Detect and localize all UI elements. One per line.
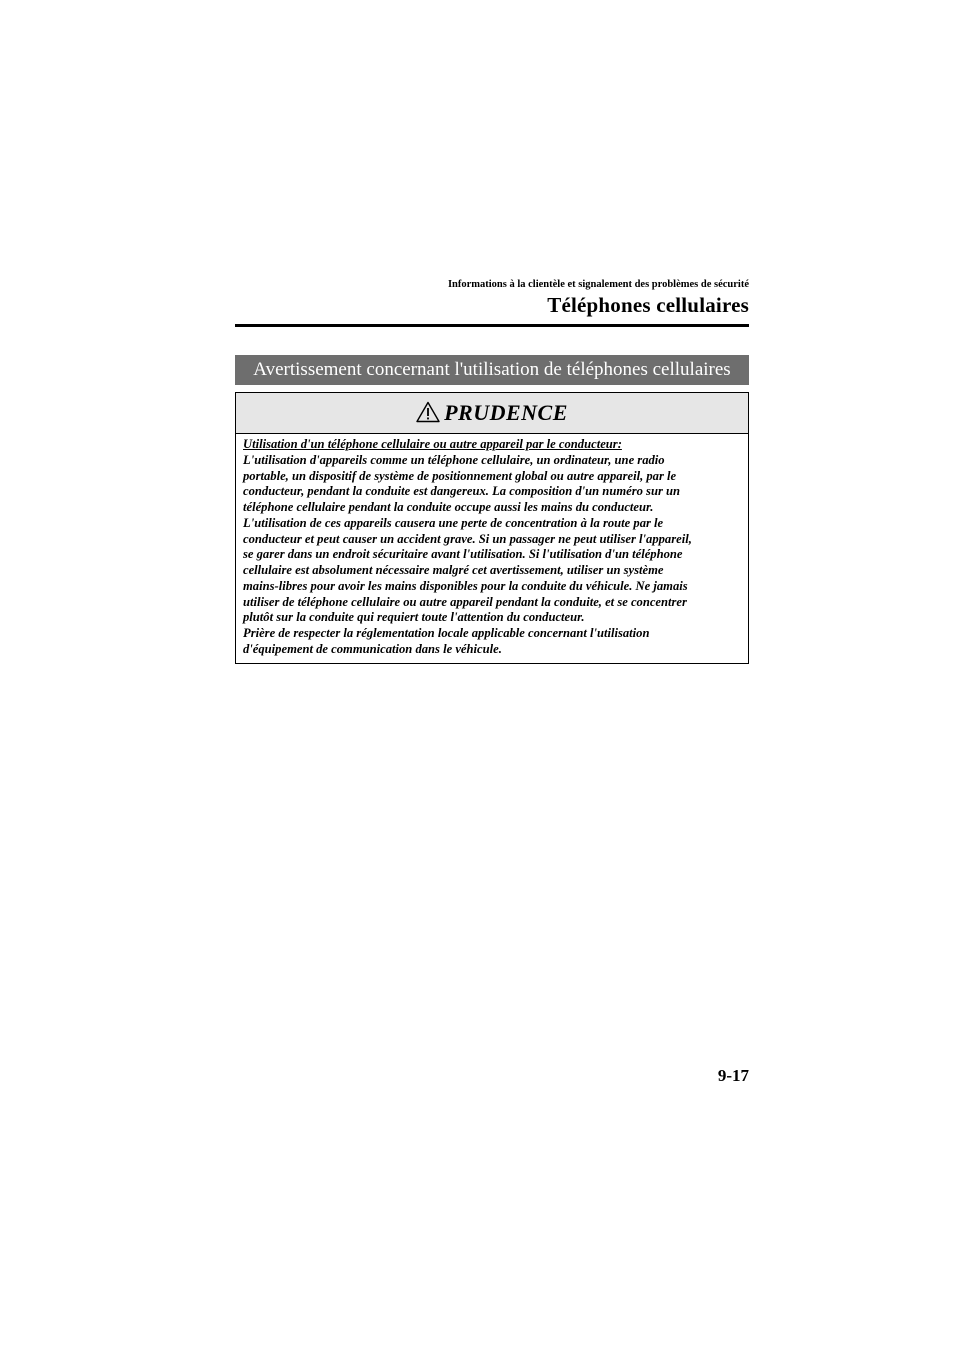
caution-line: conducteur et peut causer un accident grave. Si un passager ne peut utiliser l'appareil, (243, 531, 692, 546)
caution-line: portable, un dispositif de système de positionnement global ou autre appareil, par le (243, 468, 677, 483)
caution-line: L'utilisation de ces appareils causera une perte de concentration à la route par le (243, 515, 664, 530)
caution-line: se garer dans un endroit sécuritaire avant l'utilisation. Si l'utilisation d'un téléphone (243, 547, 683, 562)
warning-triangle-icon (416, 401, 440, 423)
caution-body (236, 434, 748, 658)
caution-label: PRUDENCE (444, 400, 568, 425)
caution-heading: Utilisation d'un téléphone cellulaire ou autre appareil par le conducteur: (243, 437, 622, 451)
caution-line: cellulaire est absolument nécessaire malgré cet avertissement, utiliser un système (243, 563, 664, 577)
caution-line: utiliser de téléphone cellulaire ou autre appareil pendant la conduite, et se concentrer (243, 594, 687, 609)
section-heading: Avertissement concernant l'utilisation de téléphones cellulaires (235, 355, 749, 385)
caution-box (235, 392, 749, 664)
caution-line: Prière de respecter la réglementation locale applicable concernant l'utilisation (243, 626, 650, 640)
caution-line: d'équipement de communication dans le véhicule. (243, 641, 502, 656)
caution-line: L'utilisation d'appareils comme un téléphone cellulaire, un ordinateur, une radio (243, 452, 665, 467)
caution-line: conducteur, pendant la conduite est dangereux. La composition d'un numéro sur un (243, 484, 681, 499)
page-number: 9-17 (717, 1066, 749, 1085)
caution-header (236, 393, 748, 434)
chapter-subtitle: Informations à la clientèle et signalement des problèmes de sécurité (447, 279, 749, 290)
page-title: Téléphones cellulaires (547, 293, 749, 317)
caution-line: téléphone cellulaire pendant la conduite occupe aussi les mains du conducteur. (243, 500, 654, 514)
caution-line: mains-libres pour avoir les mains disponibles pour la conduite du véhicule. Ne jamais (243, 578, 688, 593)
caution-line: plutôt sur la conduite qui requiert toute l'attention du conducteur. (243, 610, 585, 625)
header-divider (235, 324, 749, 327)
